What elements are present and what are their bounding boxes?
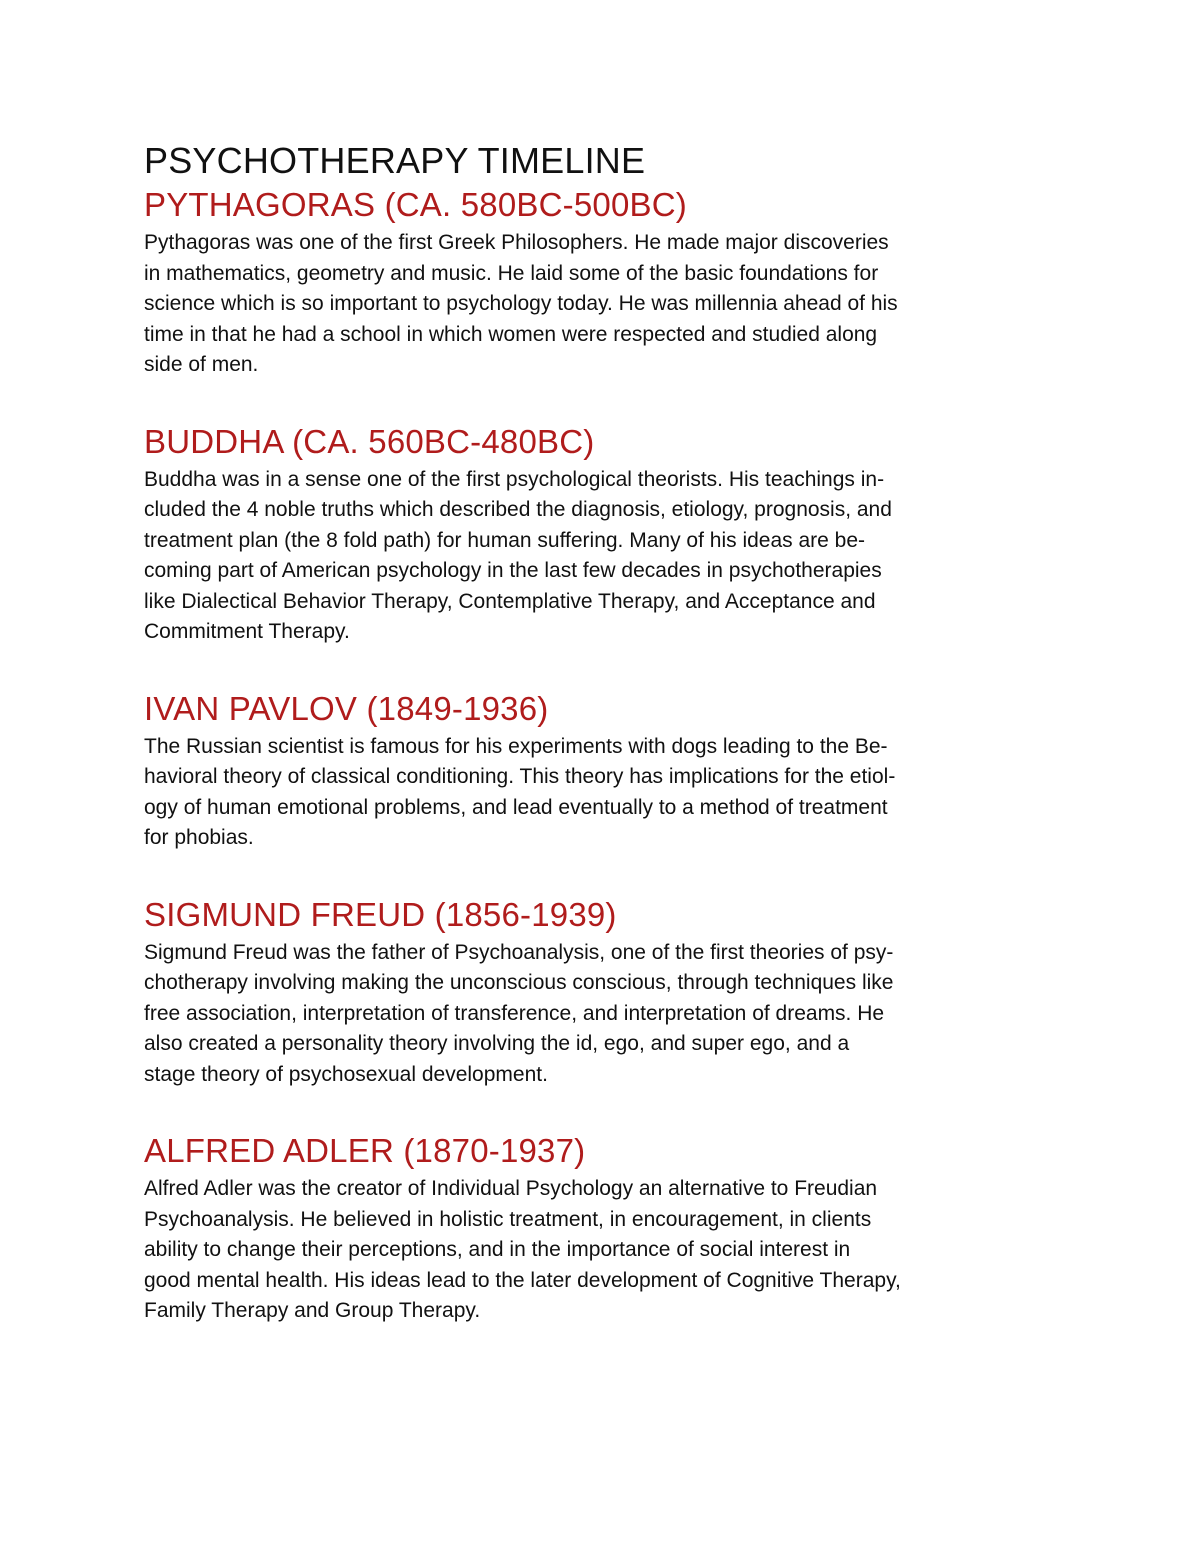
entry-body-line: science which is so important to psychology today. He was millennia ahead of his [144,292,898,315]
entry-body-line: ability to change their perceptions, and in the importance of social interest in [144,1238,851,1261]
entry-body-line: treatment plan (the 8 fold path) for human suffering. Many of his ideas are be- [144,528,866,552]
entry-body-line: ogy of human emotional problems, and lead eventually to a method of treatment [144,795,888,819]
entry-body-line: for phobias. [144,826,254,849]
entry-body-line: Sigmund Freud was the father of Psychoanalysis, one of the first theories of psy- [144,940,894,964]
entry-body [144,938,1064,1091]
entry-body [144,1174,1064,1327]
entry-body-line: coming part of American psychology in the last few decades in psychotherapies [144,559,882,582]
entry-heading: ALFRED ADLER (1870-1937) [144,1132,586,1169]
entry-body [144,465,1064,648]
entry-body [144,228,1064,381]
timeline-entries [144,184,1064,1327]
entry-body-line: in mathematics, geometry and music. He laid some of the basic foundations for [144,261,879,285]
timeline-entry [144,184,1064,381]
timeline-entry [144,688,1064,854]
entry-body-line: Commitment Therapy. [144,620,350,643]
entry-body-line: stage theory of psychosexual development. [144,1062,548,1086]
entry-body-line: chotherapy involving making the unconscious conscious, through techniques like [144,971,894,994]
entry-heading: IVAN PAVLOV (1849-1936) [144,689,549,727]
document-page [144,138,1064,1327]
timeline-entry [144,894,1064,1091]
timeline-entry [144,1130,1064,1327]
entry-body-line: side of men. [144,353,259,376]
entry-body-line: Family Therapy and Group Therapy. [144,1299,481,1322]
entry-body-line: cluded the 4 noble truths which described the diagnosis, etiology, prognosis, and [144,498,892,521]
entry-heading: BUDDHA (CA. 560BC-480BC) [144,422,595,460]
entry-body-line: also created a personality theory involving the id, ego, and super ego, and a [144,1032,850,1055]
entry-body-line: Buddha was in a sense one of the first psychological theorists. His teachings in- [144,467,885,491]
entry-body [144,732,1064,854]
entry-body-line: havioral theory of classical conditioning. This theory has implications for the etiol- [144,765,896,788]
entry-body-line: Psychoanalysis. He believed in holistic treatment, in encouragement, in clients [144,1207,872,1231]
timeline-entry [144,421,1064,648]
document-title: PSYCHOTHERAPY TIMELINE [144,140,646,181]
entry-heading: SIGMUND FREUD (1856-1939) [144,895,617,933]
entry-heading: PYTHAGORAS (CA. 580BC-500BC) [144,186,687,223]
entry-body-line: Pythagoras was one of the first Greek Philosophers. He made major discoveries [144,231,889,254]
entry-body-line: The Russian scientist is famous for his experiments with dogs leading to the Be- [144,734,888,758]
entry-body-line: like Dialectical Behavior Therapy, Contemplative Therapy, and Acceptance and [144,589,876,613]
entry-body-line: Alfred Adler was the creator of Individual Psychology an alternative to Freudian [144,1177,878,1200]
entry-body-line: free association, interpretation of transference, and interpretation of dreams. He [144,1001,885,1025]
entry-body-line: good mental health. His ideas lead to the later development of Cognitive Therapy, [144,1268,901,1292]
entry-body-line: time in that he had a school in which women were respected and studied along [144,322,878,346]
